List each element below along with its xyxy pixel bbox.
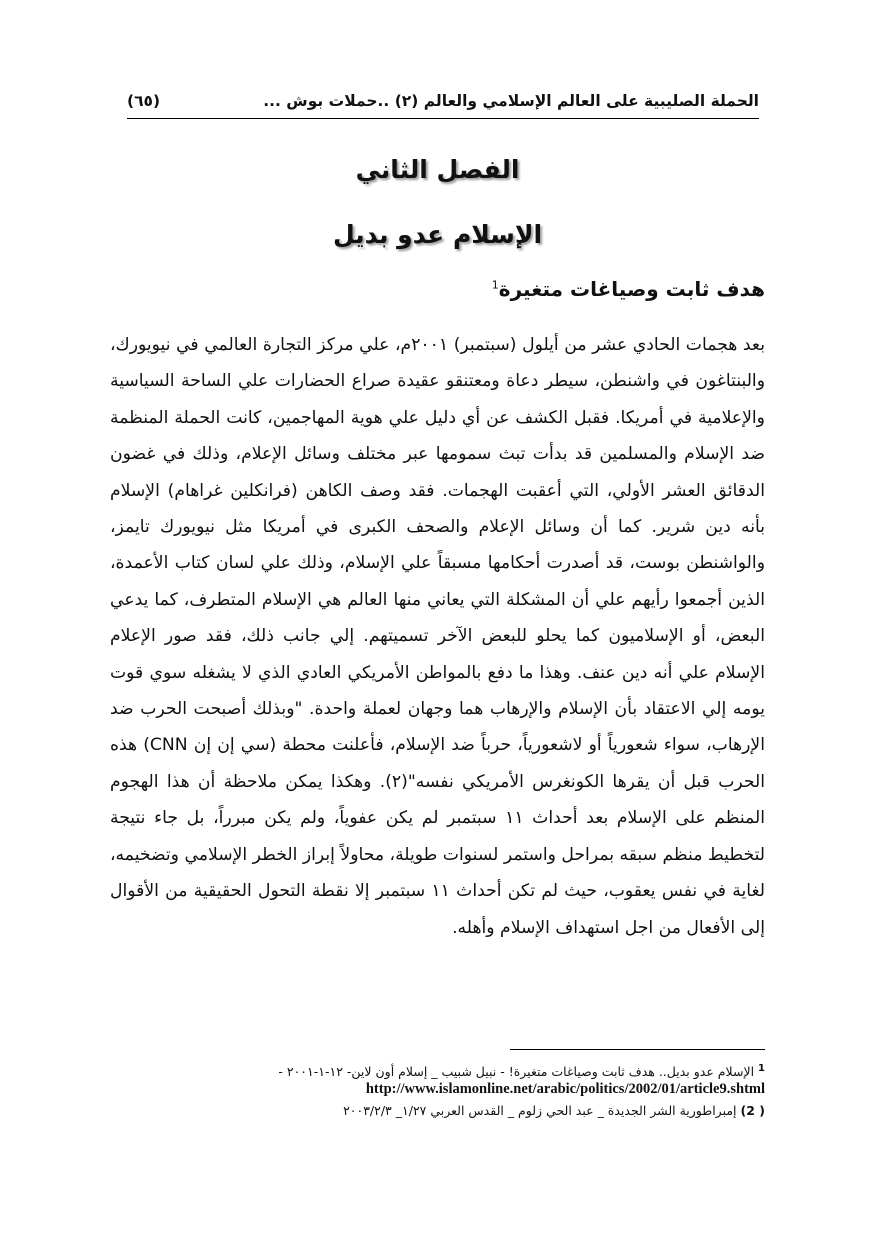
chapter-subtitle: الإسلام عدو بديل bbox=[332, 220, 543, 249]
footnote-1-url[interactable]: http://www.islamonline.net/arabic/politics/2002/01/article9.shtml bbox=[365, 1081, 765, 1097]
page-number: (٦٥) bbox=[127, 92, 161, 110]
footnote-2-text: إمبراطورية الشر الجديدة _ عبد الحي زلوم _ القدس العربي ١/٢٧_ ٢٠٠٣/٢/٣ bbox=[343, 1103, 737, 1118]
running-header-title: الحملة الصليبية على العالم الإسلامي والعالم (٢) ..حملات بوش ... bbox=[263, 92, 759, 110]
footnote-divider bbox=[510, 1049, 765, 1050]
body-paragraph: بعد هجمات الحادي عشر من أيلول (سبتمبر) ٢٠٠١م، علي مركز التجارة العالمي في نيويورك، والبنتاغون في واشنطن، سيطر دعاة ومعتنقو عقيدة صراع الحضارات علي الساحة السياسية والإعلامية في أمريكا. فقبل الكشف عن أي دليل علي هوية المهاجمين، كانت الحملة المنظمة ضد الإسلام والمسلمين قد بدأت تبث سمومها عبر مختلف وسائل الإعلام، وذلك في غضون الدقائق العشر الأولي، التي أعقبت الهجمات. فقد وصف الكاهن (فرانكلين غراهام) الإسلام بأنه دين شرير. كما أن وسائل الإعلام والصحف الكبرى في أمريكا مثل نيويورك تايمز، والواشنطن بوست، قد أصدرت أحكامها مسبقاً علي الإسلام، وذلك علي لسان كتاب الأعمدة، الذين أجمعوا رأيهم علي أن المشكلة التي يعاني منها العالم هي الإسلام المتطرف، كما يدعي البعض، أو الإسلاميون كما يحلو للبعض الآخر تسميتهم. إلي جانب ذلك، فقد صور الإعلام الإسلام علي أنه دين عنف. وهذا ما دفع بالمواطن الأمريكي العادي الذي لا يشغله سوي قوت يومه إلي الاعتقاد بأن الإسلام والإرهاب هما وجهان لعملة واحدة. "وبذلك أصبحت الحرب ضد الإرهاب، سواء شعورياً أو لاشعورياً، حرباً ضد الإسلام، فأعلنت محطة (سي إن إن CNN) هذه الحرب قبل أن يقرها الكونغرس الأمريكي نفسه"(٢). وهكذا يمكن ملاحظة أن هذا الهجوم المنظم على الإسلام بعد أحداث ١١ سبتمبر لم يكن عفوياً، ولم يكن مبرراً، بل جاء نتيجة لتخطيط منظم سبقه بمراحل واستمر لسنوات طويلة، محاولاً إبراز الخطر الإسلامي وتضخيمه، لغاية في نفس يعقوب، حيث لم تكن أحداث ١١ سبتمبر إلا نقطة التحول الحقيقية من الأقوال إلى الأفعال من اجل استهداف الإسلام وأهله. bbox=[110, 335, 765, 938]
footnotes bbox=[115, 1058, 765, 1121]
footnote-2 bbox=[115, 1100, 765, 1121]
chapter-title: الفصل الثاني bbox=[355, 155, 520, 184]
section-heading bbox=[492, 277, 765, 301]
section-heading-text: هدف ثابت وصياغات متغيرة bbox=[498, 277, 765, 301]
footnote-ref-1[interactable]: 1 bbox=[491, 278, 499, 292]
footnote-1-text: الإسلام عدو بديل.. هدف ثابت وصياغات متغيرة! - نبيل شبيب _ إسلام أون لاين- ١٢-١-٢٠٠١ - bbox=[278, 1064, 755, 1080]
page-header bbox=[127, 88, 759, 119]
footnote-2-marker: ( 2) bbox=[740, 1103, 765, 1118]
footnote-1-marker: 1 bbox=[758, 1063, 765, 1074]
footnote-1 bbox=[115, 1058, 765, 1079]
